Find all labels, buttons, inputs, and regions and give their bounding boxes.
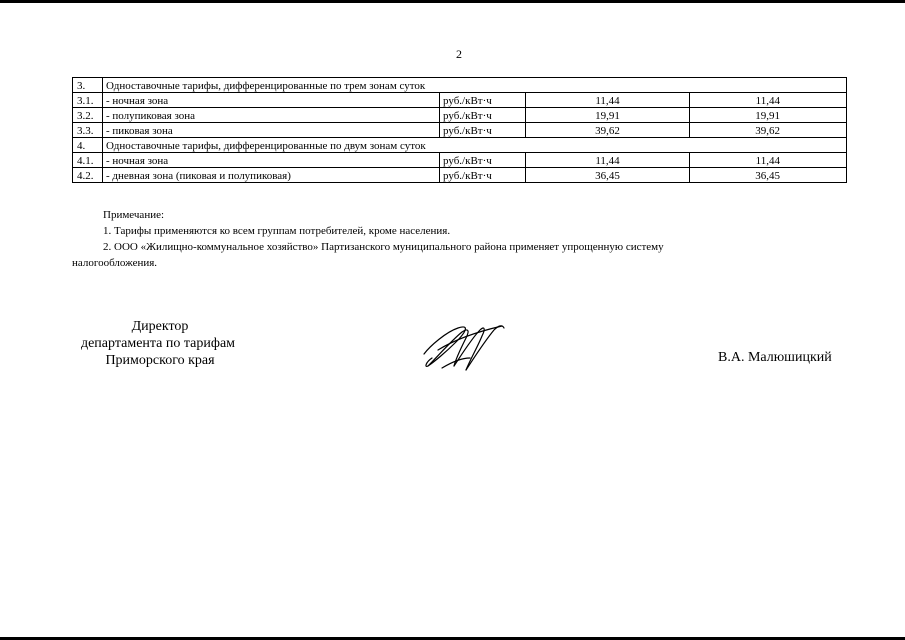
handwritten-signature bbox=[418, 318, 510, 378]
table-row bbox=[73, 93, 847, 108]
row-value-1: 19,91 bbox=[526, 108, 690, 123]
signatory-region: Приморского края bbox=[105, 353, 215, 368]
table-row bbox=[73, 138, 847, 153]
notes-heading: Примечание: bbox=[103, 209, 165, 221]
signatory-title: Директор bbox=[131, 319, 189, 334]
table-row bbox=[73, 123, 847, 138]
row-unit: руб./кВт·ч bbox=[440, 93, 526, 108]
table-row bbox=[73, 168, 847, 183]
table-row bbox=[73, 108, 847, 123]
row-value-2: 39,62 bbox=[690, 123, 847, 138]
row-label: - дневная зона (пиковая и полупиковая) bbox=[103, 168, 440, 183]
row-unit: руб./кВт·ч bbox=[440, 168, 526, 183]
row-number: 3.1. bbox=[73, 93, 103, 108]
row-unit: руб./кВт·ч bbox=[440, 123, 526, 138]
row-value-2: 11,44 bbox=[690, 153, 847, 168]
signatory-department: департамента по тарифам bbox=[80, 336, 236, 351]
row-unit: руб./кВт·ч bbox=[440, 153, 526, 168]
section-heading: Одноставочные тарифы, дифференцированные по двум зонам суток bbox=[103, 138, 847, 153]
row-label: - ночная зона bbox=[103, 93, 440, 108]
row-label: - пиковая зона bbox=[103, 123, 440, 138]
row-label: - ночная зона bbox=[103, 153, 440, 168]
row-value-2: 36,45 bbox=[690, 168, 847, 183]
table-row bbox=[73, 153, 847, 168]
page-number: 2 bbox=[456, 47, 462, 61]
note-item-1: 1. Тарифы применяются ко всем группам потребителей, кроме населения. bbox=[103, 225, 451, 237]
scan-top-border bbox=[0, 0, 905, 3]
row-value-1: 11,44 bbox=[526, 93, 690, 108]
table-row bbox=[73, 78, 847, 93]
row-number: 3.3. bbox=[73, 123, 103, 138]
signatory-name: В.А. Малюшицкий bbox=[718, 350, 832, 365]
row-value-1: 11,44 bbox=[526, 153, 690, 168]
row-value-2: 19,91 bbox=[690, 108, 847, 123]
row-number: 4.1. bbox=[73, 153, 103, 168]
section-heading: Одноставочные тарифы, дифференцированные по трем зонам суток bbox=[103, 78, 847, 93]
tariff-table bbox=[72, 77, 847, 183]
row-label: - полупиковая зона bbox=[103, 108, 440, 123]
row-number: 4. bbox=[73, 138, 103, 153]
row-value-1: 39,62 bbox=[526, 123, 690, 138]
row-number: 4.2. bbox=[73, 168, 103, 183]
row-number: 3. bbox=[73, 78, 103, 93]
row-value-1: 36,45 bbox=[526, 168, 690, 183]
row-unit: руб./кВт·ч bbox=[440, 108, 526, 123]
note-item-2-continuation: налогообложения. bbox=[72, 257, 158, 269]
row-number: 3.2. bbox=[73, 108, 103, 123]
row-value-2: 11,44 bbox=[690, 93, 847, 108]
note-item-2: 2. ООО «Жилищно-коммунальное хозяйство» Партизанского муниципального района применяет упрощенную систему bbox=[103, 241, 664, 253]
